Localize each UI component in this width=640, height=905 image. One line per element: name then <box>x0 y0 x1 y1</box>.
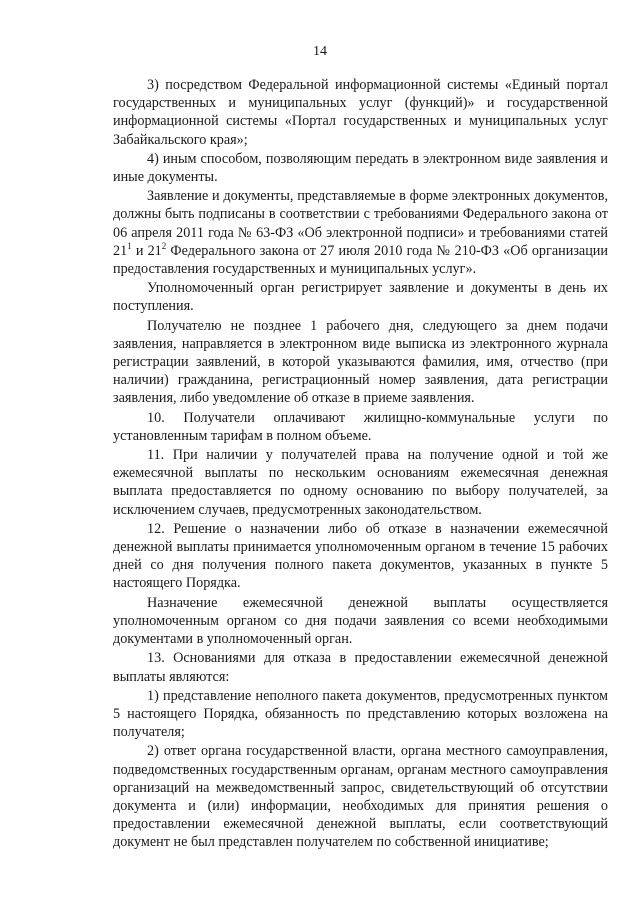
paragraph-13-item-1: 1) представление неполного пакета документов, предусмотренных пунктом 5 настоящего Порядка, обязанность по представлению которых возложена на получателя; <box>113 687 608 741</box>
document-body <box>113 76 608 852</box>
paragraph-13-item-2: 2) ответ органа государственной власти, органа местного самоуправления, подведомственных государственным органам, органам местного самоуправления организаций на межведомственный запрос, свидетельствующий об отсутствии документа и (или) информации, необходимых для принятия решения о предоставлении ежемесячной денежной выплаты, если соответствующий документ не был представлен получателем по собственной инициативе; <box>113 743 608 851</box>
paragraph-electronic-signature <box>113 187 608 278</box>
paragraph-notification: Получателю не позднее 1 рабочего дня, следующего за днем подачи заявления, направляется в электронном виде выписка из электронного журнала регистрации заявлений, в которой указываются фамилия, имя, отчество (при наличии) гражданина, регистрационный номер заявления, дата регистрации заявления, либо уведомление об отказе в приеме заявления. <box>113 317 608 407</box>
paragraph-item-4: 4) иным способом, позволяющим передать в электронном виде заявления и иные документы. <box>113 150 608 186</box>
superscript: 1 <box>127 240 132 251</box>
paragraph-10: 10. Получатели оплачивают жилищно-коммунальные услуги по установленным тарифам в полном объеме. <box>113 409 608 444</box>
paragraph-text: Заявление и документы, представляемые в форме электронных документов, должны быть подписаны в соответствии с требованиями Федерального закона от 06 апреля 2011 года № 63-ФЗ «Об электронной подписи» и требованиями статей 21 <box>113 188 608 259</box>
superscript: 2 <box>161 240 167 251</box>
paragraph-12: 12. Решение о назначении либо об отказе в назначении ежемесячной денежной выплаты принимается уполномоченным органом в течение 15 рабочих дней со дня получения полного пакета документов, указанных в пункте 5 настоящего Порядка. <box>113 520 608 592</box>
paragraph-text: и 21 <box>131 242 162 259</box>
paragraph-registration: Уполномоченный орган регистрирует заявление и документы в день их поступления. <box>113 280 608 315</box>
paragraph-13: 13. Основаниями для отказа в предоставлении ежемесячной денежной выплаты являются: <box>113 650 608 685</box>
paragraph-item-3: 3) посредством Федеральной информационной системы «Единый портал государственных и муниципальных услуг (функций)» и государственной информационной системы «Портал государственных и муниципальных услуг Забайкальского края»; <box>113 77 608 148</box>
page-number: 14 <box>313 44 327 59</box>
paragraph-11: 11. При наличии у получателей права на получение одной и той же ежемесячной выплаты по нескольким основаниям ежемесячная денежная выплата предоставляется по одному основанию по выбору получателей, за исключением случаев, предусмотренных законодательством. <box>113 447 608 518</box>
paragraph-text: Федерального закона от 27 июля 2010 года № 210-ФЗ «Об организации предоставления государственных и муниципальных услуг». <box>113 242 608 278</box>
paragraph-appointment: Назначение ежемесячной денежной выплаты осуществляется уполномоченным органом со дня подачи заявления со всеми необходимыми документами в уполномоченный орган. <box>113 594 608 648</box>
